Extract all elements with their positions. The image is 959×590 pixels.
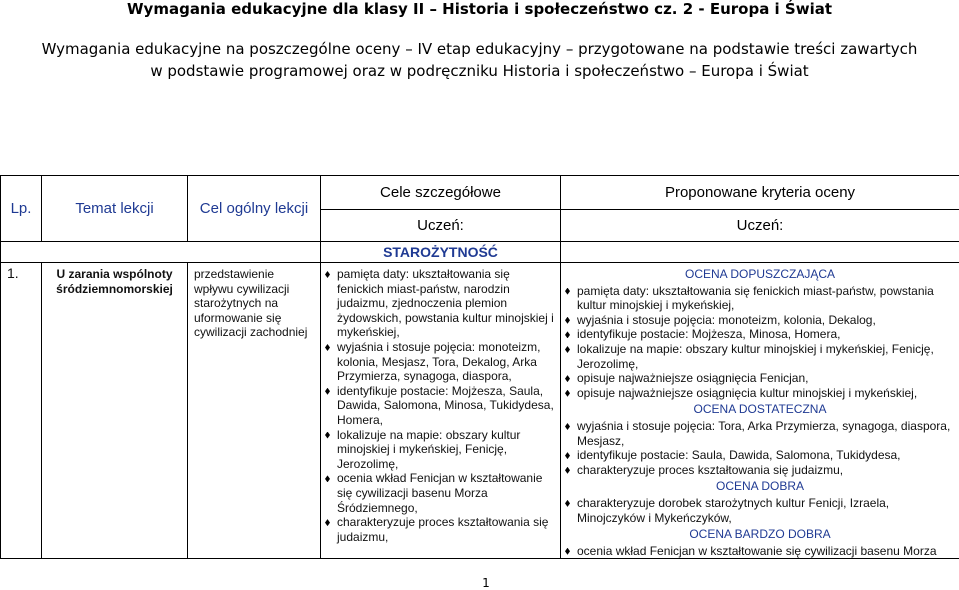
document-subtitle: Wymagania edukacyjne na poszczególne oceny – IV etap edukacyjny – przygotowane na podstawie treści zawartych w podstawie programowej oraz w podręczniku Historia i społeczeństwo – Europa i Świat	[41, 40, 918, 80]
era-label: STAROŻYTNOŚĆ	[321, 242, 561, 263]
list-item: identyfikuje postacie: Saula, Dawida, Salomona, Tukidydesa,	[577, 448, 957, 463]
page-number: 1	[482, 576, 490, 590]
list-item: charakteryzuje proces kształtowania się judaizmu,	[577, 463, 957, 478]
list-item: identyfikuje postacie: Mojżesza, Saula, Dawida, Salomona, Minosa, Tukidydesa, Homera,	[337, 384, 556, 428]
era-row-blank-3	[561, 242, 959, 263]
list-item: ocenia wkład Fenicjan w kształtowanie się cywilizacji basenu Morza	[577, 544, 957, 559]
list-item: wyjaśnia i stosuje pojęcia: Tora, Arka Przymierza, synagoga, diaspora, Mesjasz,	[577, 419, 957, 448]
header-student-criteria: Uczeń:	[561, 210, 959, 242]
lesson-topic: U zarania wspólnoty śródziemnomorskiej	[42, 263, 188, 559]
row-number: 1.	[1, 263, 42, 559]
list-item: opisuje najważniejsze osiągnięcia kultur minojskiej i mykeńskiej,	[577, 386, 957, 401]
general-goal: przedstawienie wpływu cywilizacji starożytnych na uformowanie się cywilizacji zachodniej	[188, 263, 321, 559]
grade-criteria-list	[561, 494, 959, 525]
requirements-table	[0, 175, 959, 559]
detailed-goals-cell	[321, 263, 561, 559]
header-criteria: Proponowane kryteria oceny	[561, 176, 959, 210]
list-item: pamięta daty: ukształtowania się fenickich miast-państw, powstania kultur minojskiej i mykeńskiej,	[577, 284, 957, 313]
list-item: charakteryzuje proces kształtowania się judaizmu,	[337, 515, 556, 544]
header-general-goal: Cel ogólny lekcji	[188, 176, 321, 242]
grade-heading: OCENA BARDZO DOBRA	[689, 527, 831, 542]
grade-criteria-list	[561, 282, 959, 401]
list-item: pamięta daty: ukształtowania się fenickich miast-państw, narodzin judaizmu, zjednoczenia plemion żydowskich, powstania kultur minojskiej i mykeńskiej,	[337, 267, 556, 340]
grade-heading: OCENA DOBRA	[715, 479, 805, 494]
grade-criteria-list	[561, 417, 959, 477]
list-item: opisuje najważniejsze osiągnięcia Fenicjan,	[577, 371, 957, 386]
document-title: Wymagania edukacyjne dla klasy II – Historia i społeczeństwo cz. 2 - Europa i Świat	[127, 0, 832, 18]
list-item: lokalizuje na mapie: obszary kultur minojskiej i mykeńskiej, Fenicję, Jerozolimę,	[577, 342, 957, 371]
grade-heading: OCENA DOPUSZCZAJĄCA	[684, 267, 836, 281]
list-item: ocenia wkład Fenicjan w kształtowanie się cywilizacji basenu Morza Śródziemnego,	[337, 471, 556, 515]
era-row-blank	[1, 242, 42, 263]
criteria-cell	[561, 263, 959, 559]
detailed-goals-list	[321, 263, 560, 544]
list-item: wyjaśnia i stosuje pojęcia: monoteizm, kolonia, Mesjasz, Tora, Dekalog, Arka Przymierza, synagoga, diaspora,	[337, 340, 556, 384]
header-lp: Lp.	[1, 176, 42, 242]
list-item: charakteryzuje dorobek starożytnych kultur Fenicji, Izraela, Minojczyków i Mykeńczyków,	[577, 496, 957, 525]
list-item: identyfikuje postacie: Mojżesza, Minosa, Homera,	[577, 327, 957, 342]
header-topic: Temat lekcji	[42, 176, 188, 242]
list-item: wyjaśnia i stosuje pojęcia: monoteizm, kolonia, Dekalog,	[577, 313, 957, 328]
list-item: lokalizuje na mapie: obszary kultur minojskiej i mykeńskiej, Fenicję, Jerozolimę,	[337, 428, 556, 472]
grade-heading: OCENA DOSTATECZNA	[693, 402, 827, 417]
header-detailed-goals: Cele szczegółowe	[321, 176, 561, 210]
grade-criteria-list	[561, 542, 959, 559]
era-row-blank-2	[42, 242, 321, 263]
header-student-goals: Uczeń:	[321, 210, 561, 242]
